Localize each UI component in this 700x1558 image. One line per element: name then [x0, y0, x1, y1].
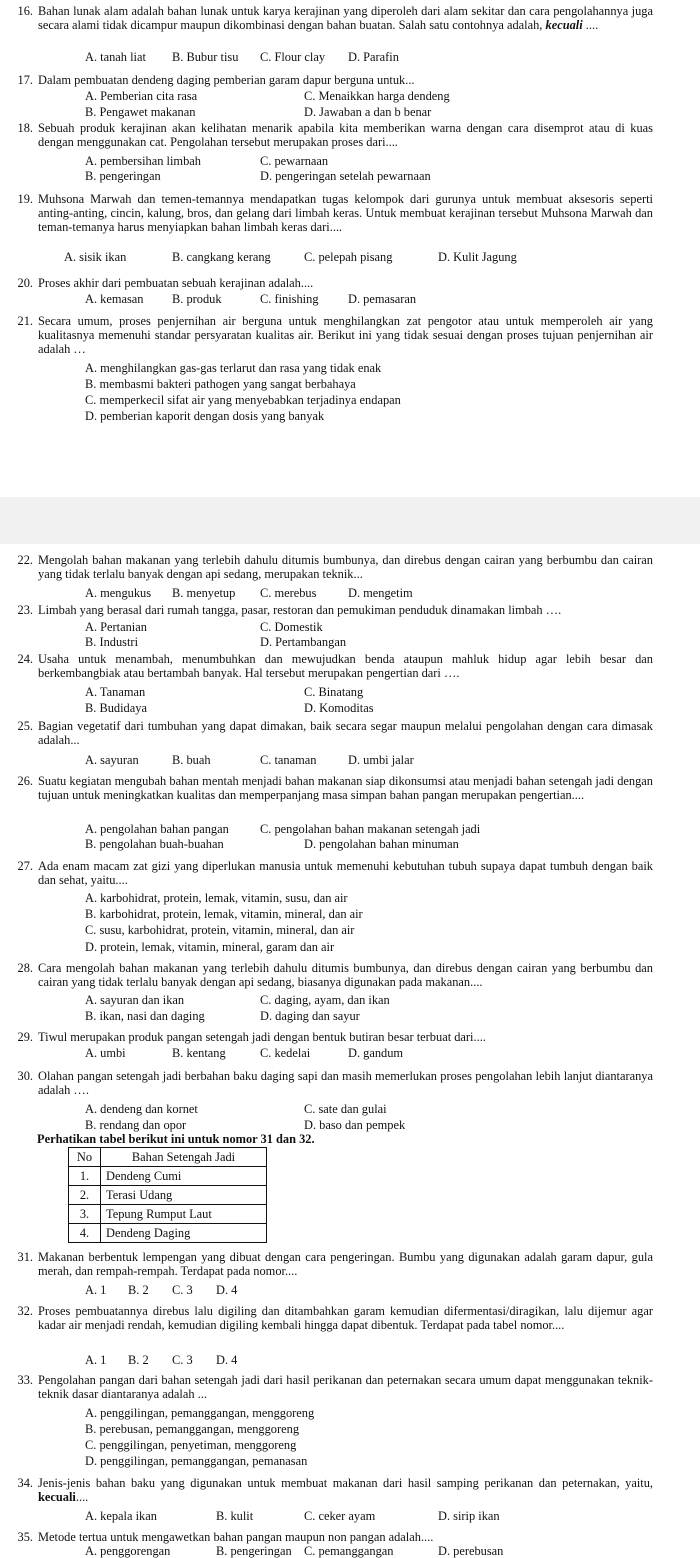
question-number: 20.	[17, 276, 33, 290]
table-row	[69, 1167, 267, 1186]
question-number: 29.	[17, 1030, 33, 1044]
option-d: D. 4	[216, 1353, 238, 1367]
question-number: 25.	[17, 719, 33, 733]
option-c: C. tanaman	[260, 753, 317, 767]
question-number: 30.	[17, 1069, 33, 1083]
option-a: A. sayuran dan ikan	[85, 993, 185, 1007]
option-c: C. 3	[172, 1283, 193, 1297]
question-23	[0, 603, 700, 617]
option-a: A. sisik ikan	[64, 250, 127, 264]
option-b: B. 2	[128, 1353, 149, 1367]
option-a: A. mengukus	[85, 586, 152, 600]
question-text: Cara mengolah bahan makanan yang terlebih dahulu ditumis bumbunya, dan direbus dengan cairan yang berbumbu dan cairan yang tidak terlalu banyak dengan api sedang, biasanya digunakan pada makanan....	[38, 961, 653, 990]
question-34	[0, 1476, 700, 1504]
option-a: A. pembersihan limbah	[85, 154, 201, 168]
cell-item: Dendeng Daging	[101, 1224, 267, 1243]
emphasis-text: kecuali	[545, 18, 583, 33]
question-text-part: Bahan lunak alam adalah bahan lunak untuk karya kerajinan yang diperoleh dari alam sekitar dan cara pengolahannya juga secara alami tidak dicampur maupun dikombinasi dengan bahan buatan. Salah satu contohnya adalah,	[38, 4, 653, 33]
question-text: Ada enam macam zat gizi yang diperlukan manusia untuk memenuhi kebutuhan tubuh supaya dapat tumbuh dengan baik dan sehat, yaitu....	[38, 859, 653, 888]
question-text: Muhsona Marwah dan temen-temannya mendapatkan tugas kelompok dari gurunya untuk membuat aksesoris seperti anting-anting, cincin, kalung, bros, dan gelang dari limbah keras. Untuk membuat kerajinan tersebut Muhsona Marwah dan teman-temanya harus menyiapkan bahan limbah keras dari....	[38, 192, 653, 235]
option-a: A. 1	[85, 1283, 107, 1297]
option-a: A. kepala ikan	[85, 1509, 157, 1523]
option-c: C. daging, ayam, dan ikan	[260, 993, 390, 1007]
question-19	[0, 192, 700, 235]
question-text-part: ....	[582, 18, 599, 33]
column-header-no: No	[69, 1148, 101, 1167]
question-text-part: ....	[75, 1490, 89, 1505]
page-2	[0, 544, 700, 1557]
question-number: 26.	[17, 774, 33, 788]
option-a: A. umbi	[85, 1046, 126, 1060]
option-b: B. 2	[128, 1283, 149, 1297]
option-b: B. Pengawet makanan	[85, 105, 196, 119]
question-number: 21.	[17, 314, 33, 328]
option-a: A. Pemberian cita rasa	[85, 89, 198, 103]
option-b: B. perebusan, pemanggangan, menggoreng	[85, 1422, 300, 1436]
option-d: D. pengolahan bahan minuman	[304, 837, 459, 851]
question-text	[38, 1476, 653, 1504]
question-text: Metode tertua untuk mengawetkan bahan pangan maupun non pangan adalah....	[38, 1530, 434, 1544]
question-33	[0, 1373, 700, 1401]
question-25	[0, 719, 700, 747]
question-22	[0, 553, 700, 581]
option-b: B. buah	[172, 753, 211, 767]
option-c: C. pemanggangan	[304, 1544, 394, 1558]
question-number: 33.	[17, 1373, 33, 1387]
option-b: B. membasmi bakteri pathogen yang sangat berbahaya	[85, 377, 356, 391]
question-number: 18.	[17, 121, 33, 135]
question-text: Usaha untuk menambah, menumbuhkan dan mewujudkan benda ataupun mahluk hidup agar lebih besar dan berkembangbiak atau bertambah banyak. Hal tersebut merupakan pengertian dari ….	[38, 652, 653, 681]
question-text: Secara umum, proses penjernihan air berguna untuk menghilangkan zat pengotor atau untuk memperoleh air yang kualitasnya memenuhi standar persyaratan kualitas air. Berikut ini yang tidak sesuai dengan proses tujuan penjernihan air adalah …	[38, 314, 653, 357]
question-text: Sebuah produk kerajinan akan kelihatan menarik apabila kita memberikan warna dengan cara disemprot atau di kuas dengan menggunakan cat. Pengolahan tersebut merupakan proses dari....	[38, 121, 653, 150]
option-c: C. sate dan gulai	[304, 1102, 387, 1116]
question-24	[0, 652, 700, 680]
question-29	[0, 1030, 700, 1044]
option-d: D. pengeringan setelah pewarnaan	[260, 169, 431, 183]
question-text: Tiwul merupakan produk pangan setengah jadi dengan bentuk butiran besar terbuat dari....	[38, 1030, 486, 1044]
question-31	[0, 1250, 700, 1278]
option-c: C. Menaikkan harga dendeng	[304, 89, 450, 103]
question-28	[0, 961, 700, 989]
question-text: Mengolah bahan makanan yang terlebih dahulu ditumis bumbunya, dan direbus dengan cairan yang berbumbu dan cairan yang tidak terlalu banyak dengan api sedang, merupakan teknik...	[38, 553, 653, 582]
question-21	[0, 314, 700, 357]
option-a: A. kemasan	[85, 292, 144, 306]
option-d: D. penggilingan, pemanggangan, pemanasan	[85, 1454, 308, 1468]
option-b: B. pengeringan	[216, 1544, 292, 1558]
question-text: Limbah yang berasal dari rumah tangga, pasar, restoran dan pemukiman penduduk dinamakan limbah ….	[38, 603, 562, 617]
option-b: B. menyetup	[172, 586, 236, 600]
question-30	[0, 1069, 700, 1097]
question-number: 16.	[17, 4, 33, 18]
option-c: C. Domestik	[260, 620, 323, 634]
option-a: A. penggorengan	[85, 1544, 171, 1558]
question-number: 31.	[17, 1250, 33, 1264]
option-d: D. perebusan	[438, 1544, 504, 1558]
option-d: D. Pertambangan	[260, 635, 347, 649]
option-a: A. karbohidrat, protein, lemak, vitamin, susu, dan air	[85, 891, 348, 905]
cell-item: Terasi Udang	[101, 1186, 267, 1205]
question-text	[38, 4, 653, 32]
option-c: C. kedelai	[260, 1046, 311, 1060]
question-26	[0, 774, 700, 802]
option-c: C. pengolahan bahan makanan setengah jadi	[260, 822, 481, 836]
question-16	[0, 4, 700, 32]
page-gap	[0, 497, 700, 544]
question-number: 32.	[17, 1304, 33, 1318]
table-row	[69, 1205, 267, 1224]
option-d: D. Parafin	[348, 50, 399, 64]
question-text-part: Jenis-jenis bahan baku yang digunakan untuk membuat makanan dari hasil samping perikanan dan peternakan, yaitu,	[38, 1476, 653, 1490]
option-d: D. gandum	[348, 1046, 404, 1060]
option-a: A. tanah liat	[85, 50, 146, 64]
option-b: B. ikan, nasi dan daging	[85, 1009, 205, 1023]
option-b: B. kentang	[172, 1046, 226, 1060]
table-row	[69, 1186, 267, 1205]
option-c: C. 3	[172, 1353, 193, 1367]
option-a: A. penggilingan, pemanggangan, menggoreng	[85, 1406, 315, 1420]
option-d: D. Kulit Jagung	[438, 250, 517, 264]
option-a: A. 1	[85, 1353, 107, 1367]
option-c: C. finishing	[260, 292, 319, 306]
option-b: B. Bubur tisu	[172, 50, 239, 64]
option-d: D. 4	[216, 1283, 238, 1297]
option-a: A. dendeng dan kornet	[85, 1102, 198, 1116]
option-b: B. Industri	[85, 635, 139, 649]
emphasis-text: kecuali	[38, 1490, 76, 1505]
question-17	[0, 73, 700, 87]
option-b: B. pengolahan buah-buahan	[85, 837, 224, 851]
page-1	[0, 0, 700, 497]
question-number: 23.	[17, 603, 33, 617]
option-c: C. Flour clay	[260, 50, 326, 64]
option-d: D. daging dan sayur	[260, 1009, 360, 1023]
question-text: Bagian vegetatif dari tumbuhan yang dapat dimakan, baik secara segar maupun melalui pengolahan dengan cara dimasak adalah...	[38, 719, 653, 748]
option-a: A. sayuran	[85, 753, 139, 767]
option-d: D. umbi jalar	[348, 753, 414, 767]
question-text: Pengolahan pangan dari bahan setengah jadi dari hasil perikanan dan peternakan secara umum dapat menggunakan teknik-teknik dasar diantaranya adalah ...	[38, 1373, 653, 1402]
cell-no: 4.	[69, 1224, 101, 1243]
cell-no: 3.	[69, 1205, 101, 1224]
option-b: B. produk	[172, 292, 222, 306]
option-c: C. pelepah pisang	[304, 250, 393, 264]
question-text: Olahan pangan setengah jadi berbahan baku daging sapi dan masih memerlukan proses pengolahan lebih lanjut diantaranya adalah ….	[38, 1069, 653, 1098]
option-a: A. menghilangkan gas-gas terlarut dan rasa yang tidak enak	[85, 361, 382, 375]
option-a: A. pengolahan bahan pangan	[85, 822, 229, 836]
option-b: B. Budidaya	[85, 701, 147, 715]
option-a: A. Tanaman	[85, 685, 146, 699]
column-header-item: Bahan Setengah Jadi	[101, 1148, 267, 1167]
option-a: A. Pertanian	[85, 620, 147, 634]
question-27	[0, 859, 700, 887]
option-c: C. merebus	[260, 586, 317, 600]
option-d: D. baso dan pempek	[304, 1118, 406, 1132]
question-number: 24.	[17, 652, 33, 666]
option-c: C. memperkecil sifat air yang menyebabkan terjadinya endapan	[85, 393, 401, 407]
option-d: D. pemberian kaporit dengan dosis yang banyak	[85, 409, 325, 423]
question-text: Proses akhir dari pembuatan sebuah kerajinan adalah....	[38, 276, 314, 290]
option-b: B. pengeringan	[85, 169, 161, 183]
question-20	[0, 276, 700, 290]
question-text: Makanan berbentuk lempengan yang dibuat dengan cara pengeringan. Bumbu yang digunakan adalah garam dapur, gula merah, dan rempah-rempah. Terdapat pada nomor....	[38, 1250, 653, 1279]
option-c: C. pewarnaan	[260, 154, 329, 168]
question-number: 34.	[17, 1476, 33, 1490]
option-d: D. protein, lemak, vitamin, mineral, garam dan air	[85, 940, 335, 954]
question-35	[0, 1530, 700, 1544]
option-d: D. Komoditas	[304, 701, 374, 715]
option-c: C. ceker ayam	[304, 1509, 376, 1523]
ingredients-table	[68, 1147, 267, 1243]
question-number: 22.	[17, 553, 33, 567]
question-text: Suatu kegiatan mengubah bahan mentah menjadi bahan makanan siap dikonsumsi atau menjadi bahan setengah jadi dengan tujuan untuk meningkatkan kualitas dan memperpanjang masa simpan bahan pangan merupakan pengertian....	[38, 774, 653, 803]
cell-item: Tepung Rumput Laut	[101, 1205, 267, 1224]
option-d: D. mengetim	[348, 586, 413, 600]
question-text: Proses pembuatannya direbus lalu digiling dan ditambahkan garam kemudian difermentasi/diragikan, lalu dijemur agar kadar air menjadi rendah, kemudian digiling kembali hingga dapat dibentuk. Terdapat pada tabel nomor....	[38, 1304, 653, 1333]
option-d: D. pemasaran	[348, 292, 417, 306]
option-b: B. rendang dan opor	[85, 1118, 187, 1132]
question-number: 28.	[17, 961, 33, 975]
option-c: C. penggilingan, penyetiman, menggoreng	[85, 1438, 297, 1452]
question-number: 17.	[17, 73, 33, 87]
option-d: D. Jawaban a dan b benar	[304, 105, 432, 119]
question-18	[0, 121, 700, 149]
option-b: B. karbohidrat, protein, lemak, vitamin, mineral, dan air	[85, 907, 363, 921]
option-b: B. kulit	[216, 1509, 254, 1523]
table-header-row	[69, 1148, 267, 1167]
table-row	[69, 1224, 267, 1243]
option-c: C. susu, karbohidrat, protein, vitamin, mineral, dan air	[85, 923, 355, 937]
question-32	[0, 1304, 700, 1332]
option-d: D. sirip ikan	[438, 1509, 500, 1523]
question-number: 35.	[17, 1530, 33, 1544]
question-number: 19.	[17, 192, 33, 206]
table-instruction: Perhatikan tabel berikut ini untuk nomor 31 dan 32.	[37, 1132, 315, 1146]
cell-item: Dendeng Cumi	[101, 1167, 267, 1186]
option-b: B. cangkang kerang	[172, 250, 271, 264]
cell-no: 1.	[69, 1167, 101, 1186]
cell-no: 2.	[69, 1186, 101, 1205]
question-number: 27.	[17, 859, 33, 873]
question-text: Dalam pembuatan dendeng daging pemberian garam dapur berguna untuk...	[38, 73, 415, 87]
option-c: C. Binatang	[304, 685, 364, 699]
